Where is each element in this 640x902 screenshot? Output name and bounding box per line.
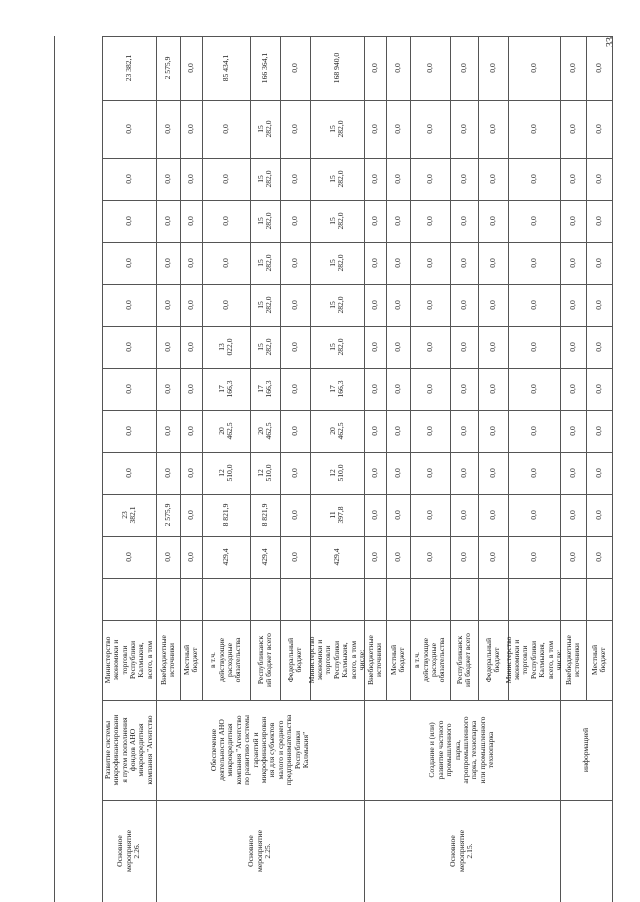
- table-cell-value: 0,0: [487, 63, 497, 73]
- table-cell-value: 0,0: [185, 174, 195, 184]
- table-rule: [612, 36, 613, 902]
- table-cell-value: 0,0: [567, 124, 577, 134]
- table-cell-value: 17 166,3: [255, 380, 273, 398]
- table-cell-value: 0,0: [487, 124, 497, 134]
- table-cell-value: 0,0: [567, 384, 577, 394]
- table-cell-value: 429,4: [259, 548, 269, 566]
- event-code: Основное мероприятие 2.25.: [246, 830, 273, 872]
- table-cell-value: 0,0: [185, 468, 195, 478]
- table-cell-value: 8 821,9: [220, 503, 230, 527]
- table-cell-value: 0,0: [162, 468, 172, 478]
- table-cell-value: 0,0: [392, 174, 402, 184]
- table-cell-value: 0,0: [392, 342, 402, 352]
- table-cell-value: 0,0: [392, 426, 402, 436]
- table-cell-value: 20 462,5: [216, 422, 234, 440]
- page-number: 33: [605, 37, 616, 47]
- funding-source: Федеральный бюджет: [483, 637, 501, 683]
- table-cell-value: 0,0: [567, 174, 577, 184]
- table-cell-value: 0,0: [162, 384, 172, 394]
- table-cell-value: 0,0: [567, 300, 577, 310]
- table-rule: [54, 36, 55, 902]
- table-cell-value: 0,0: [392, 300, 402, 310]
- table-cell-value: 0,0: [162, 552, 172, 562]
- table-cell-value: 0,0: [289, 384, 299, 394]
- table-cell-value: 0,0: [220, 216, 230, 226]
- table-cell-value: 15 282,0: [255, 296, 273, 314]
- table-cell-value: 0,0: [185, 342, 195, 352]
- table-cell-value: 0,0: [289, 258, 299, 268]
- table-cell-value: 0,0: [123, 174, 133, 184]
- table-cell-value: 0,0: [593, 342, 603, 352]
- table-cell-value: 0,0: [123, 384, 133, 394]
- table-cell-value: 15 282,0: [327, 170, 345, 188]
- table-cell-value: 12 510,0: [216, 464, 234, 482]
- table-cell-value: 0,0: [593, 300, 603, 310]
- funding-source: Внебюджетные источники: [158, 635, 176, 685]
- funding-source: Местный бюджет: [589, 644, 607, 676]
- table-cell-value: 12 510,0: [327, 464, 345, 482]
- table-cell-value: 20 462,5: [327, 422, 345, 440]
- table-cell-value: 0,0: [123, 468, 133, 478]
- table-cell-value: 0,0: [567, 342, 577, 352]
- table-cell-value: 0,0: [123, 426, 133, 436]
- table-cell-value: 0,0: [123, 552, 133, 562]
- table-cell-value: 15 282,0: [327, 120, 345, 138]
- event-code: Основное мероприятие 2.26.: [115, 830, 142, 872]
- table-cell-value: 0,0: [593, 426, 603, 436]
- table-cell-value: 0,0: [528, 63, 538, 73]
- table-cell-value: 0,0: [487, 510, 497, 520]
- table-cell-value: 0,0: [593, 174, 603, 184]
- table-cell-value: 0,0: [289, 468, 299, 478]
- table-cell-value: 0,0: [185, 216, 195, 226]
- event-name: Обеспечение деятельности АНО микрокредитная компания "Агентство по развитию системы гарантий и микрофинансирован ия для субъектов малого и среднего предпринимательства Республики Калмыкия": [208, 714, 311, 786]
- table-cell-value: 0,0: [162, 124, 172, 134]
- table-cell-value: 0,0: [424, 510, 434, 520]
- table-cell-value: 0,0: [528, 552, 538, 562]
- table-cell-value: 0,0: [487, 258, 497, 268]
- table-cell-value: 0,0: [289, 300, 299, 310]
- table-cell-value: 2 575,9: [162, 503, 172, 527]
- table-cell-value: 0,0: [392, 510, 402, 520]
- table-cell-value: 0,0: [593, 63, 603, 73]
- table-cell-value: 0,0: [567, 258, 577, 268]
- table-cell-value: 0,0: [289, 510, 299, 520]
- table-cell-value: 0,0: [528, 384, 538, 394]
- table-cell-value: 0,0: [289, 124, 299, 134]
- table-cell-value: 0,0: [593, 124, 603, 134]
- table-cell-value: 0,0: [289, 342, 299, 352]
- table-cell-value: 0,0: [424, 216, 434, 226]
- table-cell-value: 20 462,5: [255, 422, 273, 440]
- funding-source: в т.ч. действующие расходные обязательства: [412, 637, 447, 683]
- funding-source: Министерство экономики и торговли Республики Калмыкия, всего, в том: [102, 636, 154, 684]
- table-cell-value: 0,0: [528, 426, 538, 436]
- table-cell-value: 0,0: [185, 124, 195, 134]
- table-cell-value: 0,0: [424, 468, 434, 478]
- table-cell-value: 166 364,1: [259, 52, 269, 84]
- table-cell-value: 168 940,0: [331, 52, 341, 84]
- table-cell-value: 0,0: [369, 63, 379, 73]
- table-cell-value: 0,0: [424, 124, 434, 134]
- funding-source: Республиканск ий бюджет всего: [255, 633, 273, 687]
- table-cell-value: 0,0: [458, 426, 468, 436]
- table-cell-value: 0,0: [369, 216, 379, 226]
- table-cell-value: 0,0: [567, 552, 577, 562]
- table-cell-value: 0,0: [424, 384, 434, 394]
- table-cell-value: 0,0: [185, 258, 195, 268]
- table-cell-value: 15 282,0: [255, 254, 273, 272]
- table-cell-value: 17 166,3: [327, 380, 345, 398]
- event-name: информацией: [580, 727, 590, 773]
- table-cell-value: 12 510,0: [255, 464, 273, 482]
- table-cell-value: 0,0: [220, 124, 230, 134]
- table-cell-value: 0,0: [424, 342, 434, 352]
- table-cell-value: 0,0: [185, 426, 195, 436]
- funding-source: Министерство экономики и торговли Республики Калмыкия, всего, в том числе:: [306, 636, 367, 684]
- funding-source: Республиканск ий бюджет всего: [454, 633, 472, 687]
- table-cell-value: 0,0: [593, 552, 603, 562]
- table-cell-value: 0,0: [220, 258, 230, 268]
- table-cell-value: 0,0: [162, 300, 172, 310]
- table-cell-value: 0,0: [424, 426, 434, 436]
- funding-source: Местный бюджет: [181, 644, 199, 676]
- table-cell-value: 0,0: [487, 426, 497, 436]
- table-cell-value: 0,0: [162, 258, 172, 268]
- table-cell-value: 0,0: [289, 552, 299, 562]
- table-cell-value: 0,0: [369, 384, 379, 394]
- event-name: Развитие системы микрофинансировани я путем пополнения фондов АНО микрокредитная компания "Агентство: [102, 714, 154, 786]
- funding-source: в т.ч. действующие расходные обязательства: [208, 637, 243, 683]
- event-code: Основное мероприятие 2.15.: [448, 830, 475, 872]
- table-cell-value: 0,0: [369, 258, 379, 268]
- table-cell-value: 85 434,1: [220, 54, 230, 82]
- table-cell-value: 0,0: [369, 124, 379, 134]
- table-cell-value: 0,0: [458, 468, 468, 478]
- funding-source: Внебюджетные источники: [563, 635, 581, 685]
- funding-source: Министерство экономики и торговли Республики Калмыкия, всего, в том числе:: [503, 636, 564, 684]
- table-cell-value: 0,0: [369, 552, 379, 562]
- table-cell-value: 15 282,0: [255, 170, 273, 188]
- table-cell-value: 0,0: [528, 342, 538, 352]
- table-cell-value: 0,0: [392, 124, 402, 134]
- table-cell-value: 0,0: [289, 426, 299, 436]
- table-cell-value: 0,0: [528, 258, 538, 268]
- table-cell-value: 0,0: [424, 552, 434, 562]
- table-cell-value: 0,0: [424, 258, 434, 268]
- table-cell-value: 0,0: [369, 342, 379, 352]
- table-cell-value: 0,0: [593, 258, 603, 268]
- table-cell-value: 0,0: [162, 426, 172, 436]
- table-cell-value: 0,0: [528, 216, 538, 226]
- table-cell-value: 17 166,3: [216, 380, 234, 398]
- table-cell-value: 0,0: [528, 300, 538, 310]
- table-cell-value: 15 282,0: [255, 338, 273, 356]
- table-cell-value: 0,0: [369, 426, 379, 436]
- table-cell-value: 11 397,8: [327, 506, 345, 524]
- table-cell-value: 0,0: [458, 552, 468, 562]
- funding-source: Федеральный бюджет: [285, 637, 303, 683]
- table-cell-value: 13 022,0: [216, 338, 234, 356]
- table-cell-value: 429,4: [331, 548, 341, 566]
- table-cell-value: 0,0: [185, 552, 195, 562]
- table-cell-value: 0,0: [458, 510, 468, 520]
- table-cell-value: 0,0: [487, 384, 497, 394]
- table-cell-value: 0,0: [369, 174, 379, 184]
- table-cell-value: 0,0: [424, 300, 434, 310]
- table-cell-value: 0,0: [458, 124, 468, 134]
- table-cell-value: 0,0: [392, 216, 402, 226]
- table-cell-value: 0,0: [487, 174, 497, 184]
- table-cell-value: 0,0: [392, 552, 402, 562]
- table-cell-value: 0,0: [458, 174, 468, 184]
- table-cell-value: 23 382,1: [123, 54, 133, 82]
- table-cell-value: 0,0: [458, 342, 468, 352]
- table-cell-value: 0,0: [528, 468, 538, 478]
- table-cell-value: 0,0: [369, 510, 379, 520]
- table-cell-value: 0,0: [289, 174, 299, 184]
- table-cell-value: 0,0: [567, 510, 577, 520]
- table-cell-value: 0,0: [392, 384, 402, 394]
- table-cell-value: 8 821,9: [259, 503, 269, 527]
- table-cell-value: 0,0: [528, 510, 538, 520]
- table-cell-value: 0,0: [567, 468, 577, 478]
- table-cell-value: 0,0: [458, 216, 468, 226]
- table-cell-value: 0,0: [185, 300, 195, 310]
- table-cell-value: 0,0: [185, 510, 195, 520]
- table-cell-value: 0,0: [392, 258, 402, 268]
- table-cell-value: 0,0: [185, 63, 195, 73]
- table-cell-value: 0,0: [567, 426, 577, 436]
- table-cell-value: 0,0: [392, 468, 402, 478]
- table-cell-value: 15 282,0: [327, 212, 345, 230]
- table-cell-value: 0,0: [487, 300, 497, 310]
- table-cell-value: 0,0: [123, 342, 133, 352]
- table-cell-value: 0,0: [458, 300, 468, 310]
- table-rule: [102, 578, 612, 579]
- table-cell-value: 0,0: [487, 342, 497, 352]
- table-cell-value: 0,0: [567, 216, 577, 226]
- table-cell-value: 0,0: [369, 468, 379, 478]
- table-cell-value: 0,0: [123, 258, 133, 268]
- event-name: Создание и (или) развитие частного промышленного парка, агропромышленного парка, технопарка или промышленного технопарка: [427, 716, 496, 784]
- table-cell-value: 0,0: [593, 216, 603, 226]
- table-cell-value: 0,0: [185, 384, 195, 394]
- table-cell-value: 0,0: [593, 384, 603, 394]
- table-cell-value: 0,0: [123, 216, 133, 226]
- table-cell-value: 0,0: [369, 300, 379, 310]
- table-cell-value: 0,0: [220, 174, 230, 184]
- table-cell-value: 0,0: [487, 552, 497, 562]
- table-cell-value: 2 575,9: [162, 56, 172, 80]
- table-cell-value: 0,0: [424, 63, 434, 73]
- table-cell-value: 0,0: [162, 216, 172, 226]
- table-cell-value: 0,0: [458, 258, 468, 268]
- table-cell-value: 0,0: [458, 63, 468, 73]
- table-cell-value: 0,0: [424, 174, 434, 184]
- table-cell-value: 0,0: [123, 300, 133, 310]
- table-cell-value: 0,0: [487, 216, 497, 226]
- table-cell-value: 0,0: [162, 342, 172, 352]
- table-cell-value: 0,0: [528, 174, 538, 184]
- table-cell-value: 15 282,0: [327, 296, 345, 314]
- table-cell-value: 0,0: [528, 124, 538, 134]
- table-cell-value: 0,0: [289, 63, 299, 73]
- table-cell-value: 0,0: [567, 63, 577, 73]
- table-cell-value: 23 382,1: [119, 506, 137, 524]
- table-cell-value: 15 282,0: [327, 338, 345, 356]
- table-cell-value: 15 282,0: [255, 120, 273, 138]
- table-cell-value: 0,0: [593, 468, 603, 478]
- table-cell-value: 0,0: [289, 216, 299, 226]
- funding-source: Внебюджетные источники: [365, 635, 383, 685]
- table-cell-value: 0,0: [162, 174, 172, 184]
- table-cell-value: 429,4: [220, 548, 230, 566]
- table-cell-value: 0,0: [458, 384, 468, 394]
- table-cell-value: 0,0: [392, 63, 402, 73]
- table-cell-value: 0,0: [593, 510, 603, 520]
- table-cell-value: 0,0: [123, 124, 133, 134]
- table-cell-value: 0,0: [220, 300, 230, 310]
- table-cell-value: 15 282,0: [255, 212, 273, 230]
- table-cell-value: 15 282,0: [327, 254, 345, 272]
- table-cell-value: 0,0: [487, 468, 497, 478]
- funding-source: Местный бюджет: [388, 644, 406, 676]
